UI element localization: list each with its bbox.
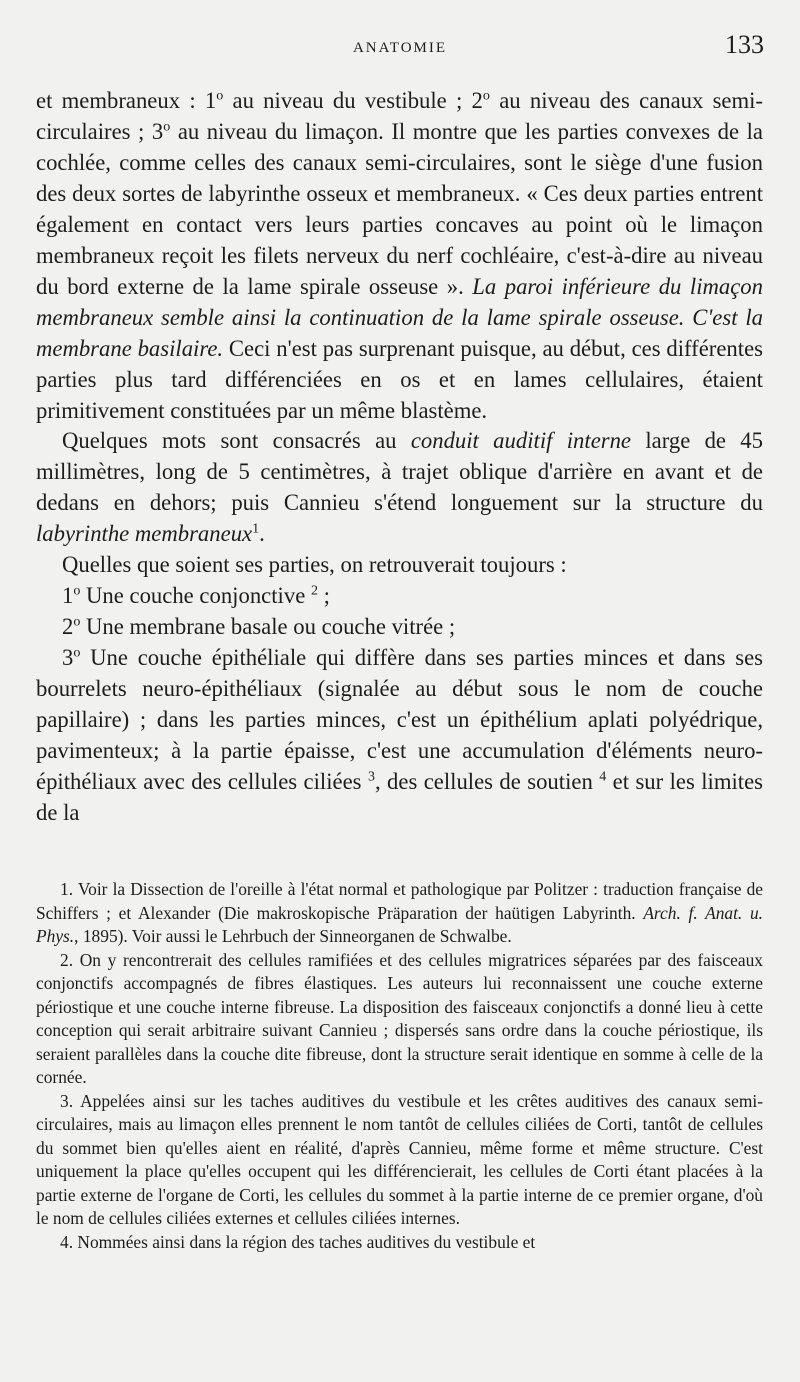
list-item-2: 2$^o$ Une membrane basale ou couche vitrée ; — [62, 613, 456, 640]
footnote-1: 1. Voir la Dissection de l'oreille à l'état normal et pathologique par Politzer : traduction française de Schiffers ; et Alexander (Die makroskopische Präparation der haütigen Labyrinth. Arch. f. Anat. u. Phys., 1895). Voir aussi le Lehrbuch der Sinneorganen de Schwalbe. — [36, 879, 763, 946]
footnote-ref-4: 4 — [599, 768, 607, 785]
paragraph-3: Quelles que soient ses parties, on retrouverait toujours : — [62, 552, 567, 578]
page-number: 133 — [725, 30, 764, 59]
main-text — [36, 86, 763, 829]
footnote-3: 3. Appelées ainsi sur les taches auditives du vestibule et les crêtes auditives des canaux semi-circulaires, mais au limaçon elles prennent le nom tantôt de cellules ciliées de Corti, tantôt de cellules du sommet bien qu'elles aient en réalité, d'après Cannieu, même forme et même structure. C'est uniquement la place qu'elles occupent qui les différencierait, les cellules de Corti étant placées à la partie externe de l'organe de Corti, les cellules du sommet à la partie interne de ce premier organe, d'où le nom de cellules ciliées externes et cellules ciliées internes. — [36, 1090, 763, 1228]
running-head: ANATOMIE — [352, 40, 448, 56]
footnote-4: 4. Nommées ainsi dans la région des taches auditives du vestibule et — [60, 1231, 536, 1252]
paragraph-1: et membraneux : 1$^o$ au niveau du vestibule ; 2$^o$ au niveau des canaux semi-circulaires ; 3$^o$ au niveau du limaçon. Il montre que les parties convexes de la cochlée, comme celles des canaux semi-circulaires, sont le siège d'une fusion des deux sortes de labyrinthe osseux et membraneux. « Ces deux parties entrent également en contact vers leurs parties concaves au point où le limaçon membraneux reçoit les filets nerveux du nerf cochléaire, c'est-à-dire au niveau du bord externe de la lame spirale osseuse ». La paroi inférieure du limaçon membraneux semble ainsi la continuation de la lame spirale osseuse. C'est la membrane basilaire. Ceci n'est pas surprenant puisque, au début, ces différentes parties plus tard différenciées en os et en lames cellulaires, étaient primitivement constituées par un même blastème. — [36, 87, 763, 423]
footnote-ref-1: 1 — [252, 520, 260, 537]
footnote-ref-3: 3 — [367, 768, 375, 785]
page-header — [0, 30, 800, 66]
paragraph-2: Quelques mots sont consacrés au conduit auditif interne large de 45 millimètres, long de 5 centimètres, à trajet oblique d'arrière en avant et de dedans en dehors; puis Cannieu s'étend longuement sur la structure du labyrinthe membraneux$^1$. — [36, 428, 763, 547]
footnotes — [36, 878, 763, 1254]
footnote-2: 2. On y rencontrerait des cellules ramifiées et des cellules migratrices séparées par des faisceaux conjonctifs accompagnés de fibres élastiques. Les auteurs lui reconnaissent une couche externe périostique et une couche interne fibreuse. La disposition des faisceaux conjonctifs a donné lieu à cette conception qui serait arbitraire suivant Cannieu ; dispersés sans ordre dans la couche périostique, ils seraient parallèles dans la couche dite fibreuse, dont la structure serait identique en somme à celle de la cornée. — [36, 949, 763, 1087]
footnote-ref-2: 2 — [310, 582, 318, 599]
list-item-1: 1$^o$ Une couche conjonctive $^2$ ; — [62, 582, 330, 609]
list-item-3: 3$^o$ Une couche épithéliale qui diffère dans ses parties minces et dans ses bourrelets neuro-épithéliaux (signalée au début sous le nom de couche papillaire) ; dans les parties minces, c'est un épithélium aplati polyédrique, pavimenteux; à la partie épaisse, c'est une accumulation d'éléments neuro-épithéliaux avec des cellules ciliées $^3$, des cellules de soutien $^4$ et sur les limites de la — [36, 644, 763, 825]
